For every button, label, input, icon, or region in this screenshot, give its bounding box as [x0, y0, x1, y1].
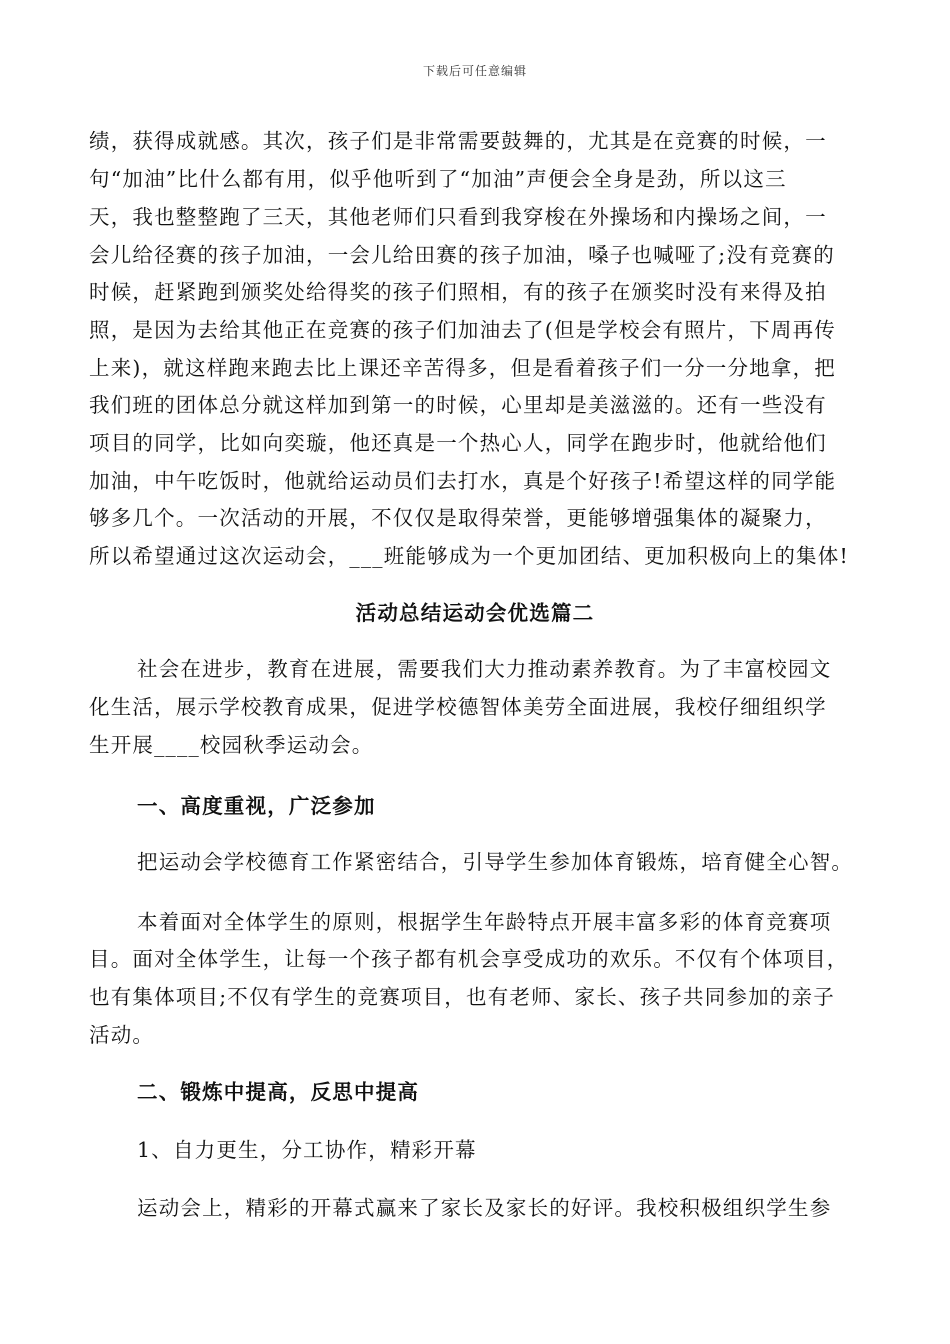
list-item: 1、自力更生，分工协作，精彩开幕: [137, 1138, 477, 1162]
paragraph-line: 句“加油”比什么都有用，似乎他听到了“加油”声便会全身是劲，所以这三: [89, 167, 787, 191]
paragraph-line: 活动。: [89, 1023, 155, 1047]
paragraph-line: 时候，赶紧跑到颁奖处给得奖的孩子们照相，有的孩子在颁奖时没有来得及拍: [89, 280, 827, 304]
page-header: 下载后可任意编辑: [422, 64, 527, 78]
section-title: 活动总结运动会优选篇二: [355, 601, 595, 625]
paragraph-line: 所以希望通过这次运动会，___班能够成为一个更加团结、更加积极向上的集体!: [89, 544, 849, 568]
paragraph-line: 够多几个。一次活动的开展，不仅仅是取得荣誉，更能够增强集体的凝聚力，: [89, 506, 827, 530]
subheading: 二、锻炼中提高，反思中提高: [137, 1080, 420, 1104]
paragraph-line: 天，我也整整跑了三天，其他老师们只看到我穿梭在外操场和内操场之间，一: [89, 205, 827, 229]
paragraph-line: 加油，中午吃饭时，他就给运动员们去打水，真是个好孩子!希望这样的同学能: [89, 469, 837, 493]
paragraph-line: 会儿给径赛的孩子加油，一会儿给田赛的孩子加油，嗓子也喊哑了;没有竞赛的: [89, 243, 835, 267]
paragraph-line: 项目的同学，比如向奕璇，他还真是一个热心人，同学在跑步时，他就给他们: [89, 431, 827, 455]
paragraph-line: 化生活，展示学校教育成果，促进学校德智体美劳全面进展，我校仔细组织学: [89, 695, 827, 719]
paragraph-line: 绩，获得成就感。其次，孩子们是非常需要鼓舞的，尤其是在竞赛的时候，一: [89, 129, 827, 153]
paragraph-line: 生开展____校园秋季运动会。: [89, 733, 374, 757]
paragraph-line: 运动会上，精彩的开幕式赢来了家长及家长的好评。我校积极组织学生参: [137, 1196, 832, 1220]
paragraph-line: 社会在进步，教育在进展，需要我们大力推动素养教育。为了丰富校园文: [137, 657, 832, 681]
subheading: 一、高度重视，广泛参加: [137, 794, 376, 818]
paragraph-line: 也有集体项目;不仅有学生的竞赛项目，也有老师、家长、孩子共同参加的亲子: [89, 985, 835, 1009]
paragraph-line: 照，是因为去给其他正在竞赛的孩子们加油去了(但是学校会有照片，下周再传: [89, 318, 836, 342]
paragraph-line: 上来)，就这样跑来跑去比上课还辛苦得多，但是看着孩子们一分一分地拿，把: [89, 356, 836, 380]
paragraph-line: 本着面对全体学生的原则，根据学生年龄特点开展丰富多彩的体育竞赛项: [137, 910, 832, 934]
paragraph-line: 目。面对全体学生，让每一个孩子都有机会享受成功的欢乐。不仅有个体项目，: [89, 947, 849, 971]
paragraph-line: 把运动会学校德育工作紧密结合，引导学生参加体育锻炼，培育健全心智。: [137, 850, 854, 874]
paragraph-line: 我们班的团体总分就这样加到第一的时候，心里却是美滋滋的。还有一些没有: [89, 393, 827, 417]
